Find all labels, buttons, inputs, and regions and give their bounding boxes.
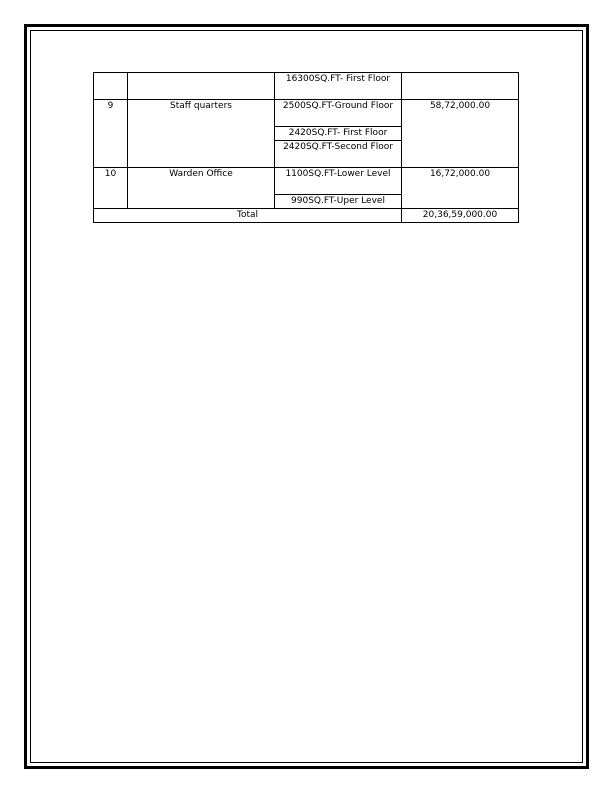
serial-number-cell <box>94 73 128 100</box>
cost-estimate-table <box>93 72 519 223</box>
table-row <box>94 100 519 127</box>
cost-cell: 58,72,000.00 <box>402 100 519 168</box>
table-row <box>94 73 519 100</box>
table-row <box>94 168 519 195</box>
serial-number-cell: 9 <box>94 100 128 168</box>
area-cell: 990SQ.FT-Uper Level <box>275 195 402 209</box>
area-cell: 1100SQ.FT-Lower Level <box>275 168 402 195</box>
total-label: Total <box>94 209 402 223</box>
area-cell: 16300SQ.FT- First Floor <box>275 73 402 100</box>
area-cell: 2420SQ.FT- First Floor <box>275 127 402 141</box>
serial-number-cell: 10 <box>94 168 128 209</box>
building-name-cell <box>128 73 275 100</box>
total-value: 20,36,59,000.00 <box>402 209 519 223</box>
cost-cell: 16,72,000.00 <box>402 168 519 209</box>
area-cell: 2420SQ.FT-Second Floor <box>275 141 402 168</box>
total-row <box>94 209 519 223</box>
cost-cell <box>402 73 519 100</box>
building-name-cell: Staff quarters <box>128 100 275 168</box>
building-name-cell: Warden Office <box>128 168 275 209</box>
area-cell: 2500SQ.FT-Ground Floor <box>275 100 402 127</box>
